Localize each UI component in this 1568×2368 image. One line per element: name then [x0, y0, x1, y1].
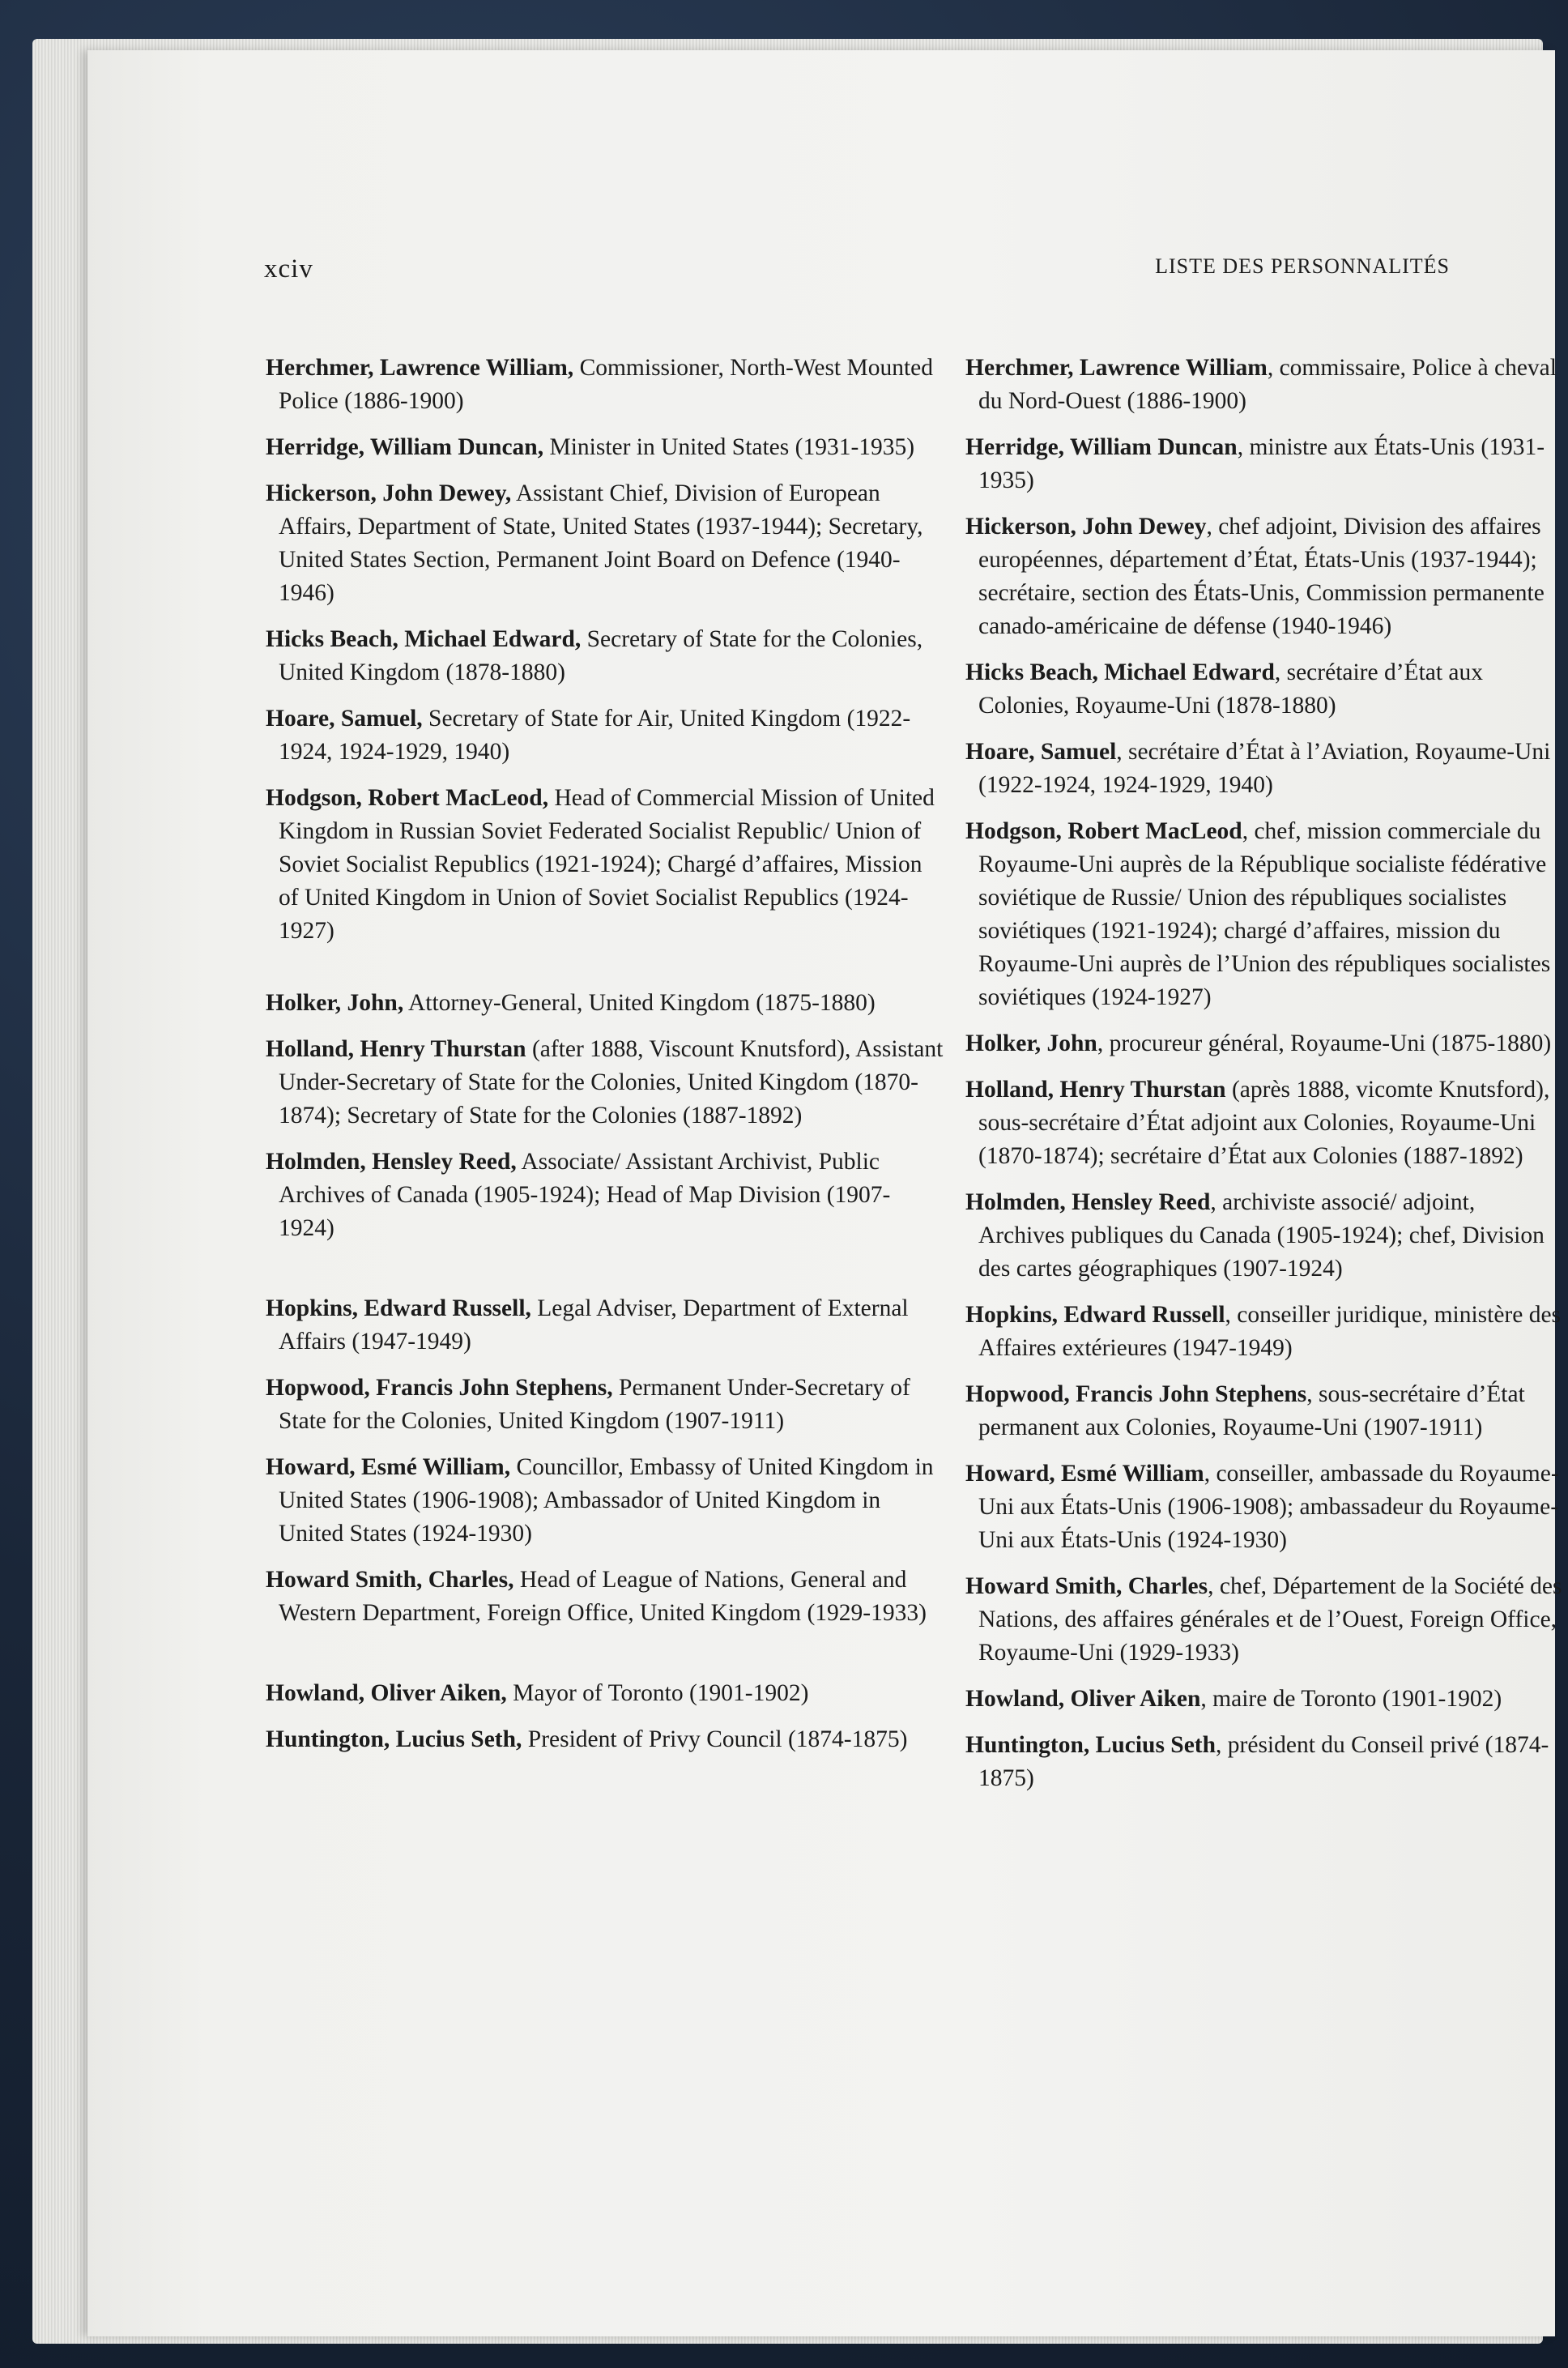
entry-holker-fr: Holker, John, procureur général, Royaume-Uni (1875-1880)	[965, 1030, 1552, 1056]
entry-howard-smith-fr: Howard Smith, Charles, chef, Département de la Société des Nations, des affaires générales et de l’Ouest, Foreign Office, Royaume-Uni (1929-1933)	[965, 1573, 1562, 1666]
entry-howard-fr: Howard, Esmé William, conseiller, ambassade du Royaume-Uni aux États-Unis (1906-1908); ambassadeur du Royaume-Uni aux États-Unis (1924-1930)	[965, 1461, 1559, 1553]
french-column	[965, 352, 1565, 1795]
entry-howard-en: Howard, Esmé William, Councillor, Embassy of United Kingdom in United States (1906-1908); Ambassador of United Kingdom in United States (1924-1930)	[266, 1454, 934, 1547]
entry-hopkins-fr: Hopkins, Edward Russell, conseiller juridique, ministère des Affaires extérieures (1947-1949)	[965, 1302, 1562, 1361]
entry-huntington-fr: Huntington, Lucius Seth, président du Conseil privé (1874-1875)	[965, 1732, 1549, 1791]
entry-howland-fr: Howland, Oliver Aiken, maire de Toronto (1901-1902)	[965, 1686, 1502, 1712]
entry-howard-smith-en: Howard Smith, Charles, Head of League of Nations, General and Western Department, Foreign Office, United Kingdom (1929-1933)	[266, 1567, 927, 1626]
entry-hicks-beach-en: Hicks Beach, Michael Edward, Secretary of State for the Colonies, United Kingdom (1878-1880)	[266, 626, 923, 685]
entry-hoare-fr: Hoare, Samuel, secrétaire d’État à l’Aviation, Royaume-Uni (1922-1924, 1924-1929, 1940)	[965, 739, 1551, 798]
book-page	[87, 50, 1562, 2336]
entry-hopwood-fr: Hopwood, Francis John Stephens, sous-secrétaire d’État permanent aux Colonies, Royaume-Uni (1907-1911)	[965, 1381, 1525, 1440]
entry-holland-fr: Holland, Henry Thurstan (après 1888, vicomte Knutsford), sous-secrétaire d’État adjoint aux Colonies, Royaume-Uni (1870-1874); secrétaire d’État aux Colonies (1887-1892)	[965, 1077, 1550, 1169]
entry-hickerson-fr: Hickerson, John Dewey, chef adjoint, Division des affaires européennes, département d’État, États-Unis (1937-1944); secrétaire, section des États-Unis, Commission permanente canado-américaine de défense (1940-1946)	[965, 514, 1545, 639]
english-column	[266, 352, 946, 1756]
page-number: xciv	[264, 254, 313, 284]
entry-hoare-en: Hoare, Samuel, Secretary of State for Air, United Kingdom (1922-1924, 1924-1929, 1940)	[266, 706, 911, 765]
entry-herchmer-fr: Herchmer, Lawrence William, commissaire, Police à cheval du Nord-Ouest (1886-1900)	[965, 355, 1557, 414]
entry-hodgson-en: Hodgson, Robert MacLeod, Head of Commercial Mission of United Kingdom in Russian Soviet Federated Socialist Republic/ Union of Soviet Socialist Republics (1921-1924); Chargé d’affaires, Mission of United Kingdom in Union of Soviet Socialist Republics (1924-1927)	[266, 785, 935, 944]
entry-herridge-fr: Herridge, William Duncan, ministre aux États-Unis (1931-1935)	[965, 434, 1545, 493]
entry-hopwood-en: Hopwood, Francis John Stephens, Permanent Under-Secretary of State for the Colonies, United Kingdom (1907-1911)	[266, 1375, 910, 1434]
entry-herridge-en: Herridge, William Duncan, Minister in United States (1931-1935)	[266, 434, 915, 460]
entry-holland-en: Holland, Henry Thurstan (after 1888, Viscount Knutsford), Assistant Under-Secretary of State for the Colonies, United Kingdom (1870-1874); Secretary of State for the Colonies (1887-1892)	[266, 1036, 944, 1129]
entry-hickerson-en: Hickerson, John Dewey, Assistant Chief, Division of European Affairs, Department of State, United States (1937-1944); Secretary, United States Section, Permanent Joint Board on Defence (1940-1946)	[266, 480, 923, 606]
entry-hodgson-fr: Hodgson, Robert MacLeod, chef, mission commerciale du Royaume-Uni auprès de la République socialiste fédérative soviétique de Russie/ Union des républiques socialistes soviétiques (1921-1924); chargé d’affaires, mission du Royaume-Uni auprès de l’Union des républiques socialistes soviétiques (1924-1927)	[965, 818, 1551, 1010]
entry-hopkins-en: Hopkins, Edward Russell, Legal Adviser, Department of External Affairs (1947-1949)	[266, 1295, 909, 1355]
section-title: LISTE DES PERSONNALITÉS	[1155, 254, 1450, 278]
entry-howland-en: Howland, Oliver Aiken, Mayor of Toronto (1901-1902)	[266, 1680, 809, 1706]
entry-holker-en: Holker, John, Attorney-General, United Kingdom (1875-1880)	[266, 990, 876, 1016]
entry-holmden-fr: Holmden, Hensley Reed, archiviste associé/ adjoint, Archives publiques du Canada (1905-1924); chef, Division des cartes géographiques (1907-1924)	[965, 1189, 1545, 1282]
entry-holmden-en: Holmden, Hensley Reed, Associate/ Assistant Archivist, Public Archives of Canada (1905-1924); Head of Map Division (1907-1924)	[266, 1149, 891, 1241]
entry-hicks-beach-fr: Hicks Beach, Michael Edward, secrétaire d’État aux Colonies, Royaume-Uni (1878-1880)	[965, 659, 1484, 719]
entry-huntington-en: Huntington, Lucius Seth, President of Privy Council (1874-1875)	[266, 1726, 908, 1752]
entry-herchmer-en: Herchmer, Lawrence William, Commissioner, North-West Mounted Police (1886-1900)	[266, 355, 934, 414]
running-head	[87, 254, 1555, 287]
